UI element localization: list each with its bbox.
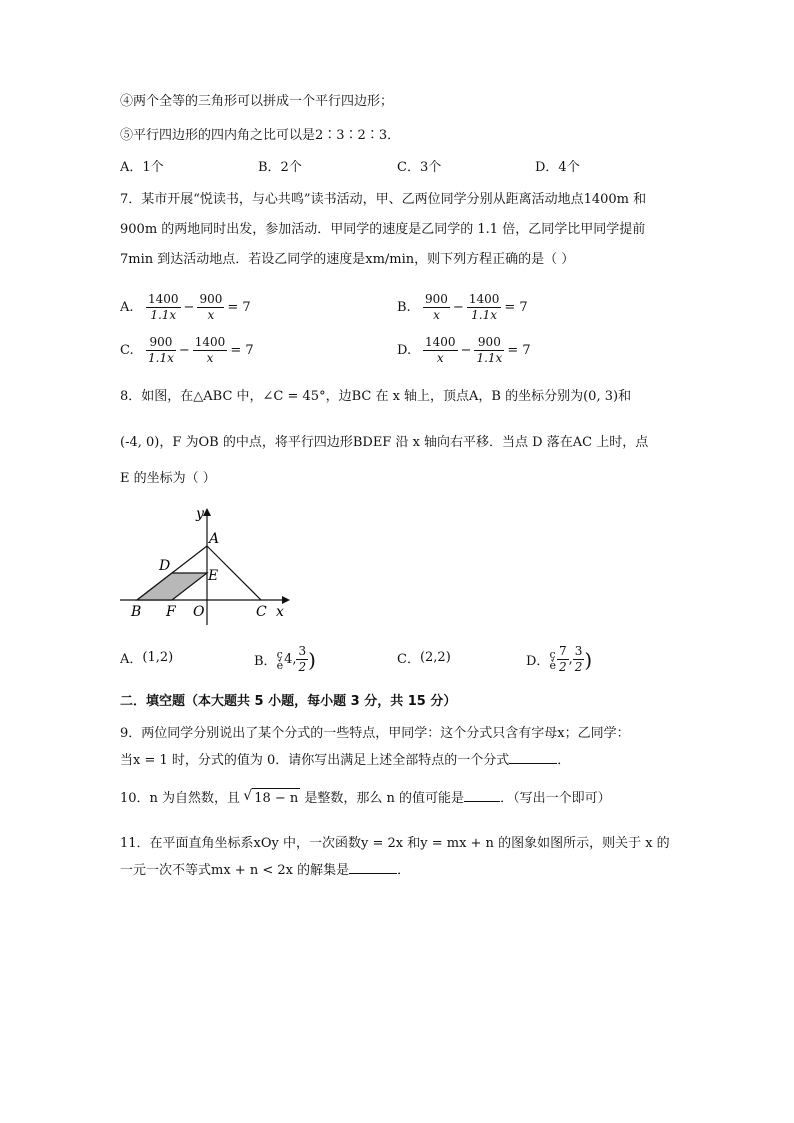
- label-y: y: [196, 506, 204, 522]
- q6-option-a: A．1个: [120, 160, 164, 175]
- label-b: B: [131, 604, 142, 620]
- label-x: x: [276, 604, 284, 620]
- q7-line-3: 7min 到达活动地点．若设乙同学的速度是xm/min，则下列方程正确的是（ ）: [120, 252, 575, 267]
- q11-line-2: 一元一次不等式mx + n < 2x 的解集是 ．: [120, 860, 410, 881]
- label-o: O: [193, 604, 205, 620]
- label-d: D: [159, 558, 171, 574]
- x-axis-arrow: [282, 596, 290, 604]
- label-c: C: [256, 604, 267, 620]
- y-axis-arrow: [203, 508, 211, 516]
- q8-line-1: 8．如图，在△ABC 中，∠C = 45°，边BC 在 x 轴上，顶点A，B 的坐标分别为(0, 3)和: [120, 389, 632, 404]
- q6-option-c: C．3个: [397, 160, 442, 175]
- label-e: E: [208, 568, 219, 584]
- q9-line-1: 9．两位同学分别说出了某个分式的一些特点，甲同学：这个分式只含有字母x；乙同学：: [120, 726, 630, 741]
- q8-option-b: B． ç è 4, $\frac{3}{2}$ ): [254, 644, 316, 674]
- q11-line-1: 11．在平面直角坐标系xOy 中，一次函数y = 2x 和y = mx + n 的图象如图所示，则关于 x 的: [120, 836, 670, 851]
- q6-option-b: B．2个: [258, 160, 302, 175]
- q8-option-d: D． ç è $\frac{7}{2}$ , $\frac{3}{2}$ ): [526, 644, 593, 674]
- q7-option-b: B. $\frac{900}{x}$ − $\frac{1400}{1.1x}$ = 7: [397, 292, 528, 322]
- q7-line-2: 900m 的两地同时出发，参加活动．甲同学的速度是乙同学的 1.1 倍，乙同学比甲同学提前: [120, 222, 646, 237]
- q7-line-1: 7．某市开展“悦读书，与心共鸣”读书活动，甲、乙两位同学分别从距离活动地点1400m 和: [120, 192, 647, 207]
- q8-line-3: E 的坐标为（ ）: [120, 471, 216, 486]
- label-a: A: [209, 531, 220, 547]
- q7-option-d: D. $\frac{1400}{x}$ − $\frac{900}{1.1x}$ = 7: [397, 335, 531, 365]
- parallelogram-bdef: [137, 573, 207, 600]
- section-2-title: 二．填空题（本大题共 5 小题，每小题 3 分，共 15 分）: [120, 694, 457, 709]
- q6-option-d: D．4个: [535, 160, 580, 175]
- q8-option-a: A． (1,2): [120, 650, 174, 667]
- q7-option-a: A. $\frac{1400}{1.1x}$ − $\frac{900}{x}$ = 7: [120, 292, 251, 322]
- q8-figure: [110, 500, 310, 630]
- q10-answer-blank[interactable]: [464, 788, 500, 802]
- q11-answer-blank[interactable]: [349, 860, 397, 874]
- q6-statement-5: ⑤平行四边形的四内角之比可以是2∶3∶2∶3．: [120, 128, 401, 143]
- q8-option-c: C． (2,2): [397, 650, 451, 667]
- q7-option-c: C. $\frac{900}{1.1x}$ − $\frac{1400}{x}$ = 7: [120, 335, 254, 365]
- q8-line-2: (-4, 0)，F 为OB 的中点，将平行四边形BDEF 沿 x 轴向右平移．当点 D 落在AC 上时，点: [120, 435, 649, 450]
- q9-answer-blank[interactable]: [509, 750, 557, 764]
- q6-statement-4: ④两个全等的三角形可以拼成一个平行四边形；: [120, 94, 394, 109]
- q10-line: 10．n 为自然数，且 √ 18 − n 是整数，那么 n 的值可能是 ．（写出一个即可）: [120, 788, 611, 809]
- label-f: F: [166, 604, 176, 620]
- q9-line-2: 当x = 1 时，分式的值为 0．请你写出满足上述全部特点的一个分式 ．: [120, 750, 570, 771]
